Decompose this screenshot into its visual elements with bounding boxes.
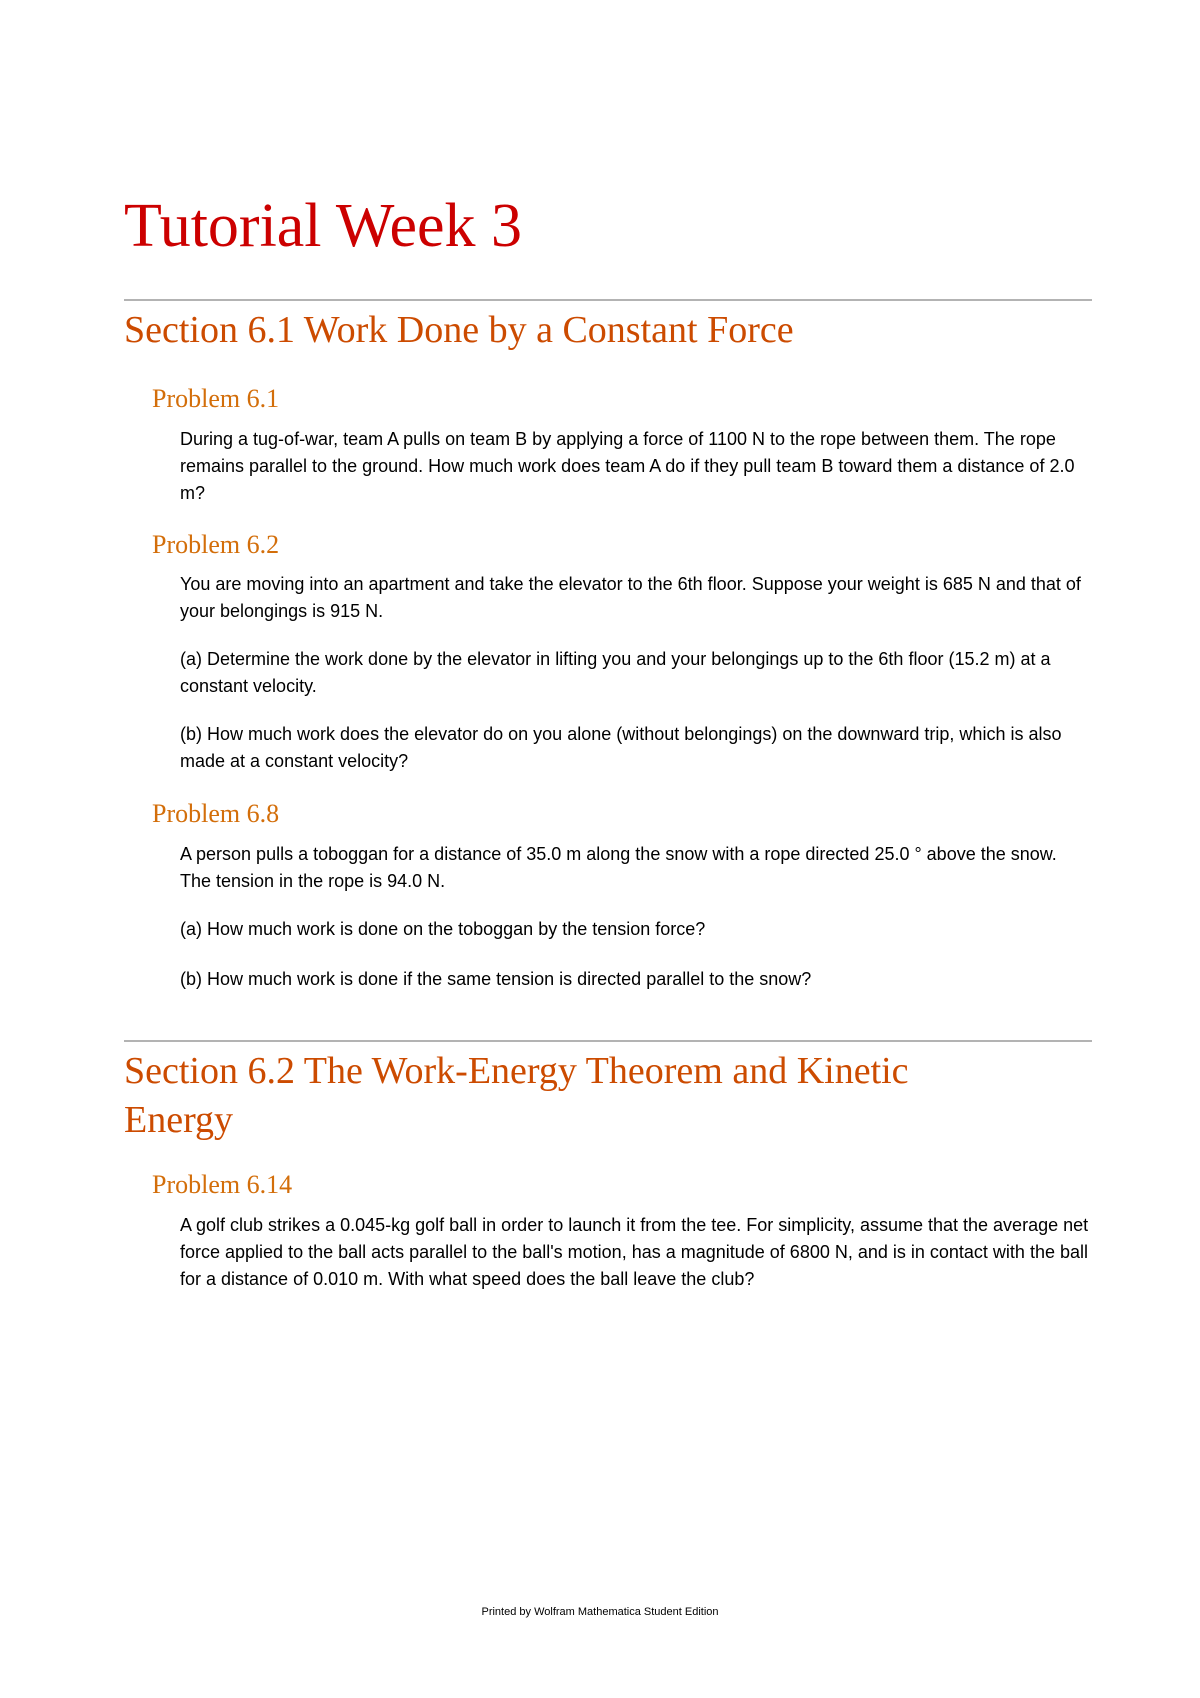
problem-text: You are moving into an apartment and take the elevator to the 6th floor. Suppose your weight is 685 N and that of your belongings is 915 N. xyxy=(180,574,1081,621)
section-divider xyxy=(124,1040,1092,1042)
section-divider xyxy=(124,299,1092,301)
problem-part-b: (b) How much work is done if the same tension is directed parallel to the snow? xyxy=(180,969,812,989)
problem-text: During a tug-of-war, team A pulls on team B by applying a force of 1100 N to the rope between them. The rope remains parallel to the ground. How much work does team A do if they pull team B toward them a distance of 2.0 m? xyxy=(180,429,1075,503)
problem-part-a: (a) Determine the work done by the elevator in lifting you and your belongings up to the 6th floor (15.2 m) at a constant velocity. xyxy=(180,649,1051,696)
problem-heading: Problem 6.8 xyxy=(152,799,280,828)
print-footer: Printed by Wolfram Mathematica Student Edition xyxy=(481,1606,719,1618)
section-heading: Section 6.2 The Work-Energy Theorem and Kinetic Energy xyxy=(124,1050,909,1141)
document-title: Tutorial Week 3 xyxy=(124,192,523,260)
problem-text: A golf club strikes a 0.045-kg golf ball in order to launch it from the tee. For simplicity, assume that the average net force applied to the ball acts parallel to the ball's motion, has a magnitude of 6800 N, and is in contact with the ball for a distance of 0.010 m. With what speed does the ball leave the club? xyxy=(180,1215,1089,1289)
problem-heading: Problem 6.1 xyxy=(152,384,280,413)
problem-part-a: (a) How much work is done on the toboggan by the tension force? xyxy=(180,919,706,939)
problem-heading: Problem 6.14 xyxy=(152,1170,293,1199)
problem-text: A person pulls a toboggan for a distance of 35.0 m along the snow with a rope directed 25.0 ° above the snow. The tension in the rope is 94.0 N. xyxy=(180,844,1057,891)
problem-part-b: (b) How much work does the elevator do on you alone (without belongings) on the downward trip, which is also made at a constant velocity? xyxy=(180,724,1062,771)
section-heading: Section 6.1 Work Done by a Constant Force xyxy=(124,309,794,351)
problem-heading: Problem 6.2 xyxy=(152,530,280,559)
